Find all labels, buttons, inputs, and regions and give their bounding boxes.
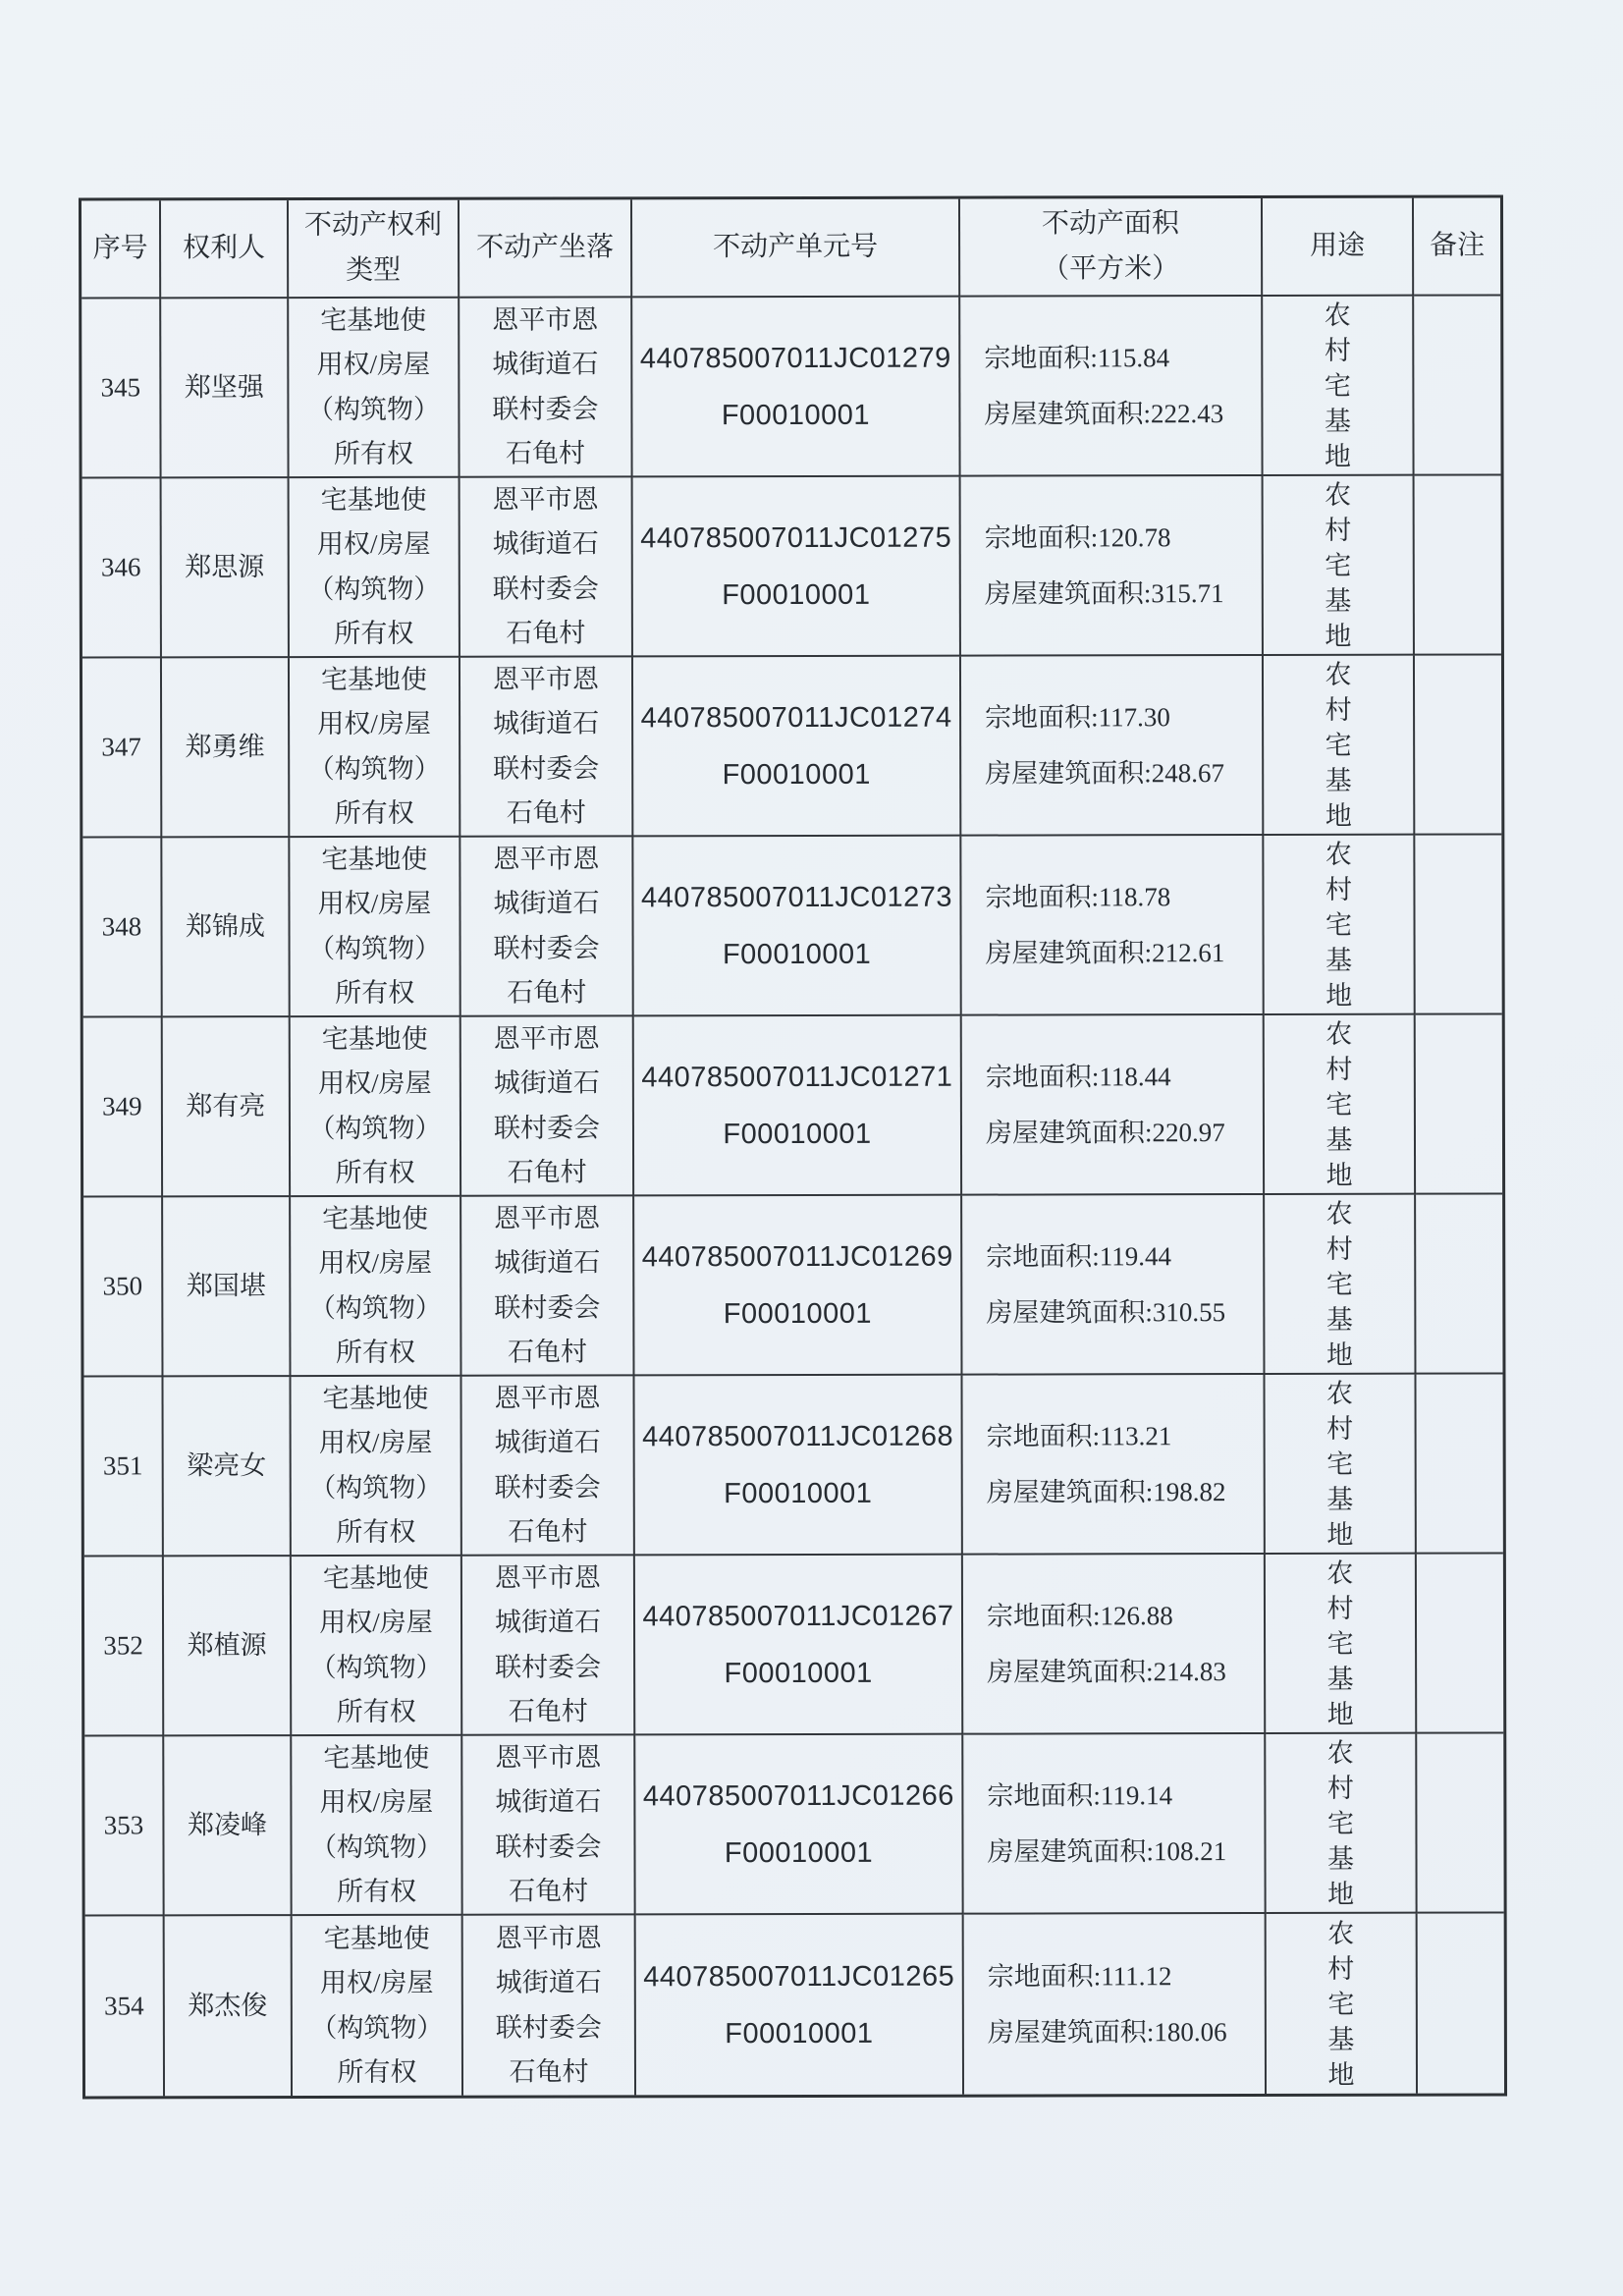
- cell-location: 恩平市恩 城街道石 联村委会 石龟村: [460, 298, 632, 477]
- cell-owner: 郑杰俊: [165, 1916, 293, 2096]
- table-row: [83, 1374, 1502, 1557]
- cell-area: 宗地面积:115.84 房屋建筑面积:222.43: [960, 297, 1263, 477]
- table-row: [83, 1194, 1502, 1377]
- cell-unit-number: 440785007011JC01273 F00010001: [633, 837, 961, 1017]
- usage-vertical-text: 农村宅基地: [1326, 1737, 1355, 1909]
- header-cell-unit-number: 不动产单元号: [632, 199, 960, 299]
- cell-location: 恩平市恩 城街道石 联村委会 石龟村: [460, 657, 633, 837]
- cell-usage: [1266, 1734, 1417, 1914]
- cell-area: 宗地面积:119.14 房屋建筑面积:108.21: [963, 1734, 1266, 1915]
- cell-remark: [1415, 655, 1501, 835]
- cell-usage: [1264, 836, 1415, 1015]
- usage-vertical-text: 农村宅基地: [1325, 1198, 1353, 1370]
- cell-area: 宗地面积:118.44 房屋建筑面积:220.97: [962, 1015, 1265, 1196]
- cell-area: 宗地面积:120.78 房屋建筑面积:315.71: [961, 476, 1264, 657]
- cell-location: 恩平市恩 城街道石 联村委会 石龟村: [461, 1376, 634, 1556]
- cell-area: 宗地面积:111.12 房屋建筑面积:180.06: [964, 1914, 1267, 2095]
- cell-remark: [1416, 1014, 1502, 1194]
- table-row: [82, 655, 1501, 838]
- cell-serial: 354: [85, 1916, 165, 2096]
- cell-serial: 349: [83, 1017, 163, 1197]
- table-row: [82, 835, 1501, 1017]
- cell-right-type: 宅基地使 用权/房屋 （构筑物） 所有权: [291, 1377, 461, 1557]
- cell-serial: 348: [82, 838, 162, 1017]
- cell-usage: [1265, 1015, 1416, 1195]
- cell-right-type: 宅基地使 用权/房屋 （构筑物） 所有权: [290, 478, 460, 658]
- cell-usage: [1264, 656, 1415, 836]
- cell-remark: [1417, 1733, 1503, 1913]
- cell-area: 宗地面积:113.21 房屋建筑面积:198.82: [962, 1375, 1265, 1556]
- cell-owner: 郑锦成: [162, 838, 290, 1017]
- cell-right-type: 宅基地使 用权/房屋 （构筑物） 所有权: [293, 1916, 463, 2096]
- cell-location: 恩平市恩 城街道石 联村委会 石龟村: [463, 1915, 636, 2095]
- cell-usage: [1264, 476, 1415, 656]
- cell-unit-number: 440785007011JC01265 F00010001: [636, 1915, 964, 2096]
- cell-area: 宗地面积:117.30 房屋建筑面积:248.67: [961, 656, 1264, 837]
- cell-unit-number: 440785007011JC01271 F00010001: [634, 1016, 962, 1197]
- cell-usage: [1265, 1375, 1416, 1555]
- cell-right-type: 宅基地使 用权/房屋 （构筑物） 所有权: [290, 838, 460, 1017]
- cell-location: 恩平市恩 城街道石 联村委会 石龟村: [460, 837, 633, 1016]
- cell-unit-number: 440785007011JC01269 F00010001: [634, 1196, 962, 1377]
- table-row: [84, 1733, 1503, 1916]
- cell-serial: 347: [82, 658, 162, 838]
- cell-area: 宗地面积:126.88 房屋建筑面积:214.83: [963, 1555, 1266, 1735]
- cell-unit-number: 440785007011JC01268 F00010001: [634, 1376, 962, 1557]
- header-cell-area: 不动产面积 （平方米）: [960, 198, 1263, 298]
- cell-serial: 345: [81, 299, 161, 478]
- cell-usage: [1263, 297, 1414, 476]
- cell-owner: 郑国堪: [163, 1197, 291, 1377]
- cell-usage: [1267, 1914, 1418, 2094]
- table-row: [82, 475, 1501, 658]
- table-row: [84, 1554, 1503, 1736]
- cell-remark: [1418, 1913, 1504, 2093]
- records-table: [79, 194, 1507, 2099]
- header-cell-usage: 用途: [1263, 198, 1414, 297]
- usage-vertical-text: 农村宅基地: [1325, 659, 1352, 831]
- cell-remark: [1414, 296, 1500, 475]
- header-cell-location: 不动产坐落: [460, 199, 632, 298]
- table-row: [81, 296, 1500, 478]
- cell-location: 恩平市恩 城街道石 联村委会 石龟村: [462, 1556, 635, 1735]
- cell-unit-number: 440785007011JC01274 F00010001: [633, 657, 961, 838]
- cell-right-type: 宅基地使 用权/房屋 （构筑物） 所有权: [291, 1197, 461, 1377]
- cell-owner: 郑有亮: [163, 1017, 291, 1197]
- cell-unit-number: 440785007011JC01275 F00010001: [633, 477, 961, 658]
- cell-remark: [1416, 1374, 1502, 1554]
- usage-vertical-text: 农村宅基地: [1325, 839, 1353, 1011]
- cell-owner: 郑植源: [164, 1557, 292, 1736]
- cell-location: 恩平市恩 城街道石 联村委会 石龟村: [461, 1196, 634, 1376]
- cell-right-type: 宅基地使 用权/房屋 （构筑物） 所有权: [292, 1557, 462, 1736]
- cell-area: 宗地面积:119.44 房屋建筑面积:310.55: [962, 1195, 1265, 1376]
- header-cell-owner: 权利人: [161, 200, 289, 299]
- cell-remark: [1415, 835, 1501, 1014]
- cell-serial: 353: [84, 1736, 164, 1916]
- usage-vertical-text: 农村宅基地: [1325, 1378, 1354, 1550]
- cell-owner: 郑思源: [162, 478, 290, 658]
- cell-serial: 351: [83, 1377, 163, 1557]
- usage-vertical-text: 农村宅基地: [1326, 1558, 1354, 1729]
- cell-owner: 梁亮女: [163, 1377, 291, 1557]
- usage-vertical-text: 农村宅基地: [1325, 479, 1352, 651]
- cell-right-type: 宅基地使 用权/房屋 （构筑物） 所有权: [292, 1736, 462, 1916]
- usage-vertical-text: 农村宅基地: [1327, 1918, 1355, 2090]
- cell-remark: [1417, 1554, 1503, 1733]
- cell-area: 宗地面积:118.78 房屋建筑面积:212.61: [961, 836, 1264, 1016]
- cell-serial: 346: [82, 478, 162, 658]
- cell-remark: [1416, 1194, 1502, 1374]
- cell-unit-number: 440785007011JC01266 F00010001: [635, 1735, 963, 1916]
- cell-right-type: 宅基地使 用权/房屋 （构筑物） 所有权: [290, 658, 460, 838]
- cell-usage: [1265, 1195, 1416, 1375]
- cell-owner: 郑凌峰: [164, 1736, 292, 1916]
- header-cell-right-type: 不动产权利 类型: [289, 200, 460, 299]
- cell-unit-number: 440785007011JC01279 F00010001: [632, 298, 960, 478]
- cell-right-type: 宅基地使 用权/房屋 （构筑物） 所有权: [291, 1017, 461, 1197]
- table-row: [85, 1913, 1504, 2096]
- header-cell-remark: 备注: [1414, 197, 1500, 296]
- cell-unit-number: 440785007011JC01267 F00010001: [635, 1556, 963, 1736]
- usage-vertical-text: 农村宅基地: [1325, 1018, 1353, 1190]
- header-cell-serial: 序号: [81, 200, 161, 299]
- table-row: [83, 1014, 1502, 1197]
- cell-location: 恩平市恩 城街道石 联村委会 石龟村: [460, 477, 633, 657]
- usage-vertical-text: 农村宅基地: [1324, 300, 1352, 471]
- cell-location: 恩平市恩 城街道石 联村委会 石龟村: [462, 1735, 635, 1915]
- cell-remark: [1415, 475, 1501, 655]
- cell-right-type: 宅基地使 用权/房屋 （构筑物） 所有权: [289, 299, 460, 478]
- cell-serial: 352: [84, 1557, 164, 1736]
- cell-owner: 郑勇维: [162, 658, 290, 838]
- cell-serial: 350: [83, 1197, 163, 1377]
- cell-location: 恩平市恩 城街道石 联村委会 石龟村: [461, 1016, 634, 1196]
- table-header-row: [81, 197, 1500, 299]
- cell-usage: [1266, 1555, 1417, 1734]
- cell-owner: 郑坚强: [161, 299, 289, 478]
